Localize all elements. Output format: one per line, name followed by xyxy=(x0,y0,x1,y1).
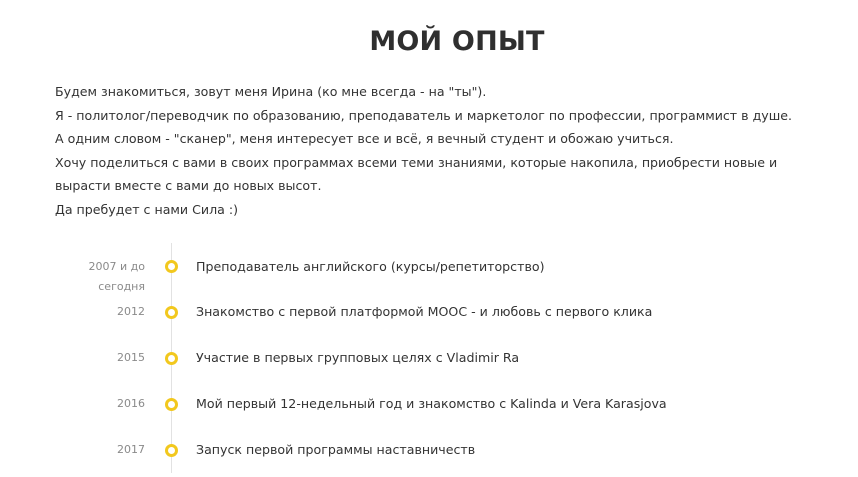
timeline-dot-icon xyxy=(165,260,178,273)
timeline-date xyxy=(55,440,145,460)
timeline-date xyxy=(55,257,145,297)
timeline-date-line: 2007 и до xyxy=(88,260,145,273)
intro-paragraph: Я - политолог/переводчик по образованию, преподаватель и маркетолог по профессии, программист в душе. xyxy=(55,107,793,123)
intro-paragraph: А одним словом - "сканер", меня интересует все и всё, я вечный студент и обожаю учиться. xyxy=(55,131,674,146)
timeline-date xyxy=(55,302,145,322)
timeline-text: Преподаватель английского (курсы/репетиторство) xyxy=(196,259,545,274)
timeline-date xyxy=(55,394,145,414)
timeline-dot-icon xyxy=(165,444,178,457)
timeline-text: Запуск первой программы наставничеств xyxy=(196,442,476,457)
timeline-date-line: 2017 xyxy=(117,443,145,456)
timeline-text: Мой первый 12-недельный год и знакомство с Kalinda и Vera Karasjova xyxy=(196,396,667,411)
timeline-text: Знакомство с первой платформой МООС - и любовь с первого клика xyxy=(196,304,653,319)
timeline-date-line: 2016 xyxy=(117,397,145,410)
section-title: МОЙ ОПЫТ xyxy=(369,26,545,57)
intro-paragraph: Будем знакомиться, зовут меня Ирина (ко мне всегда - на "ты"). xyxy=(55,84,487,99)
intro-paragraph: Хочу поделиться с вами в своих программах всеми теми знаниями, которые накопила, приобрести новые и вырасти вместе с вами до новых высот. xyxy=(55,154,778,193)
timeline-dot-icon xyxy=(165,352,178,365)
timeline-date-line: сегодня xyxy=(98,280,145,293)
timeline-date xyxy=(55,348,145,368)
intro-paragraph: Да пребудет с нами Сила :) xyxy=(55,201,239,217)
timeline-text: Участие в первых групповых целях с Vladimir Ra xyxy=(196,350,520,365)
timeline-dot-icon xyxy=(165,398,178,411)
timeline-dot-icon xyxy=(165,306,178,319)
timeline-date-line: 2015 xyxy=(117,351,145,364)
timeline-date-line: 2012 xyxy=(117,305,145,318)
